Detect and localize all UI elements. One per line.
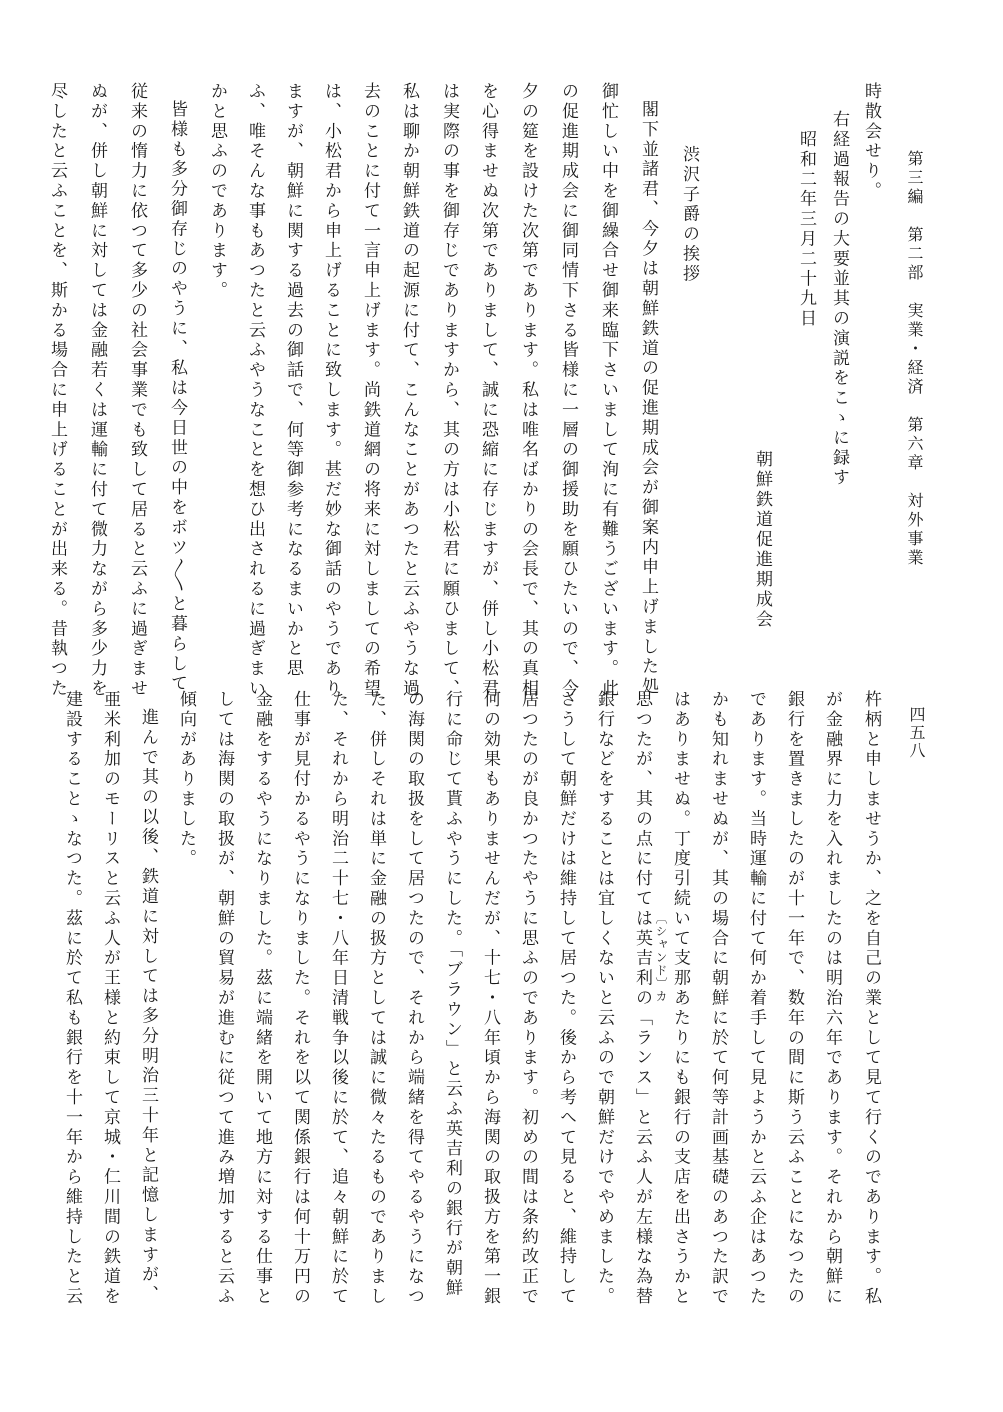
- section-heading: 渋沢子爵の挨拶: [679, 145, 699, 285]
- date-line: 昭和二年三月二十九日: [796, 130, 816, 329]
- text-line: 何の効果もありませんだが、十七・八年頃から海関の取扱方を第一銀: [480, 690, 500, 1307]
- page-number: 四五八: [907, 706, 926, 760]
- text-line: しては海関の取扱が、朝鮮の貿易が進むに従つて進み増加すると云ふ: [214, 690, 234, 1307]
- text-line: は、小松君から申上げることに致します。甚だ妙な御話のやうであり: [321, 82, 341, 699]
- text-line: 傾向がありました。: [176, 690, 196, 870]
- text-line: 夕の筵を設けた次第であります。私は唯名ばかりの会長で、其の真相: [518, 82, 538, 699]
- running-title: 第三編 第二部 実業・経済 第六章 対外事業: [905, 150, 924, 568]
- text-line: 居つたのが良かつたやうに思ふのであります。初めの間は条約改正で: [518, 690, 538, 1307]
- signature: 朝鮮鉄道促進期成会: [752, 450, 772, 630]
- text-line: 進んで其の以後、鉄道に対しては多分明治三十年と記憶しますが、: [138, 708, 158, 1305]
- text-line: かと思ふのであります。: [207, 82, 227, 301]
- text-line: た、併しそれは単に金融の扱方としては誠に微々たるものでありまし: [366, 690, 386, 1307]
- text-line: た、それから明治二十七・八年日清戦争以後に於て、追々朝鮮に於て: [328, 690, 348, 1307]
- text-line: 右経過報告の大要並其の演説をこゝに録す: [829, 110, 849, 489]
- text-line: 仕事が見付かるやうになりました。それを以て関係銀行は何十万円の: [290, 690, 310, 1307]
- text-line: 尽したと云ふことを、斯かる場合に申上げることが出来る。昔執つた: [47, 82, 67, 699]
- text-line: さうして朝鮮だけは維持して居つた。後から考へて見ると、維持して: [556, 690, 576, 1307]
- text-line: 金融をするやうになりました。茲に端緒を開いて地方に対する仕事と: [252, 690, 272, 1307]
- text-line: であります。当時運輸に付て何か着手して見ようかと云ふ企はあつた: [746, 690, 766, 1307]
- text-line: かも知れませぬが、其の場合に朝鮮に於て何等計画基礎のあつた訳で: [708, 690, 728, 1307]
- text-line: の促進期成会に御同情下さる皆様に一層の御援助を願ひたいので、今: [558, 82, 578, 699]
- text-line: 銀行を置きましたのが十一年で、数年の間に斯う云ふことになつたの: [784, 690, 804, 1307]
- text-line: の海関の取扱をして居つたので、それから端緒を得てやるやうになつ: [404, 690, 424, 1307]
- text-line: 杵柄と申しませうか、之を自己の業として見て行くのであります。私: [861, 690, 881, 1307]
- text-line: を心得ませぬ次第でありまして、誠に恐縮に存じますが、併し小松君: [478, 82, 498, 699]
- text-line: は実際の事を御存じでありますから、其の方は小松君に願ひまして、: [439, 82, 459, 699]
- text-line: はありませぬ。丁度引続いて支那あたりにも銀行の支店を出さうかと: [670, 690, 690, 1307]
- text-line: 建設することゝなつた。茲に於て私も銀行を十一年から維持したと云: [62, 690, 82, 1307]
- text-line: 亜米利加のモーリスと云ふ人が王様と約束して京城・仁川間の鉄道を: [100, 690, 120, 1307]
- text-line: 時散会せり。: [861, 82, 881, 202]
- text-line: 従来の惰力に依つて多少の社会事業でも致して居ると云ふに過ぎませ: [127, 82, 147, 699]
- text-line: 御忙しい中を御繰合せ御来臨下さいまして洵に有難うございます。此: [598, 82, 618, 699]
- text-line: が金融界に力を入れましたのは明治六年であります。それから朝鮮に: [822, 690, 842, 1307]
- text-line: 皆様も多分御存じのやうに、私は今日世の中をボツ〳〵と暮らして: [167, 100, 187, 695]
- text-line: 私は聊か朝鮮鉄道の起源に付て、こんなことがあつたと云ふやうな過: [399, 82, 419, 699]
- ruby-annotation: 〔シャンド〕カ: [654, 912, 668, 1003]
- text-line: 銀行などをすることは宜しくないと云ふので朝鮮だけでやめました。: [594, 690, 614, 1307]
- text-line: 閣下並諸君、今夕は朝鮮鉄道の促進期成会が御案内申上げました処: [638, 100, 658, 697]
- text-line: ぬが、併し朝鮮に対しては金融若くは運輸に付て微力ながら多少力を: [87, 82, 107, 699]
- text-line: 行に命じて貰ふやうにした。「ブラウン」と云ふ英吉利の銀行が朝鮮: [442, 690, 462, 1299]
- text-line: ますが、朝鮮に関する過去の御話で、何等御参考になるまいかと思: [283, 82, 303, 679]
- text-line: 去のことに付て一言申上げます。尚鉄道網の将来に対しましての希望: [360, 82, 380, 699]
- text-line: 思つたが、其の点に付ては英吉利の「ランス」と云ふ人が左様な為替: [632, 690, 652, 1307]
- text-line: ふ、唯そんな事もあつたと云ふやうなことを想ひ出されるに過ぎまい: [245, 82, 265, 699]
